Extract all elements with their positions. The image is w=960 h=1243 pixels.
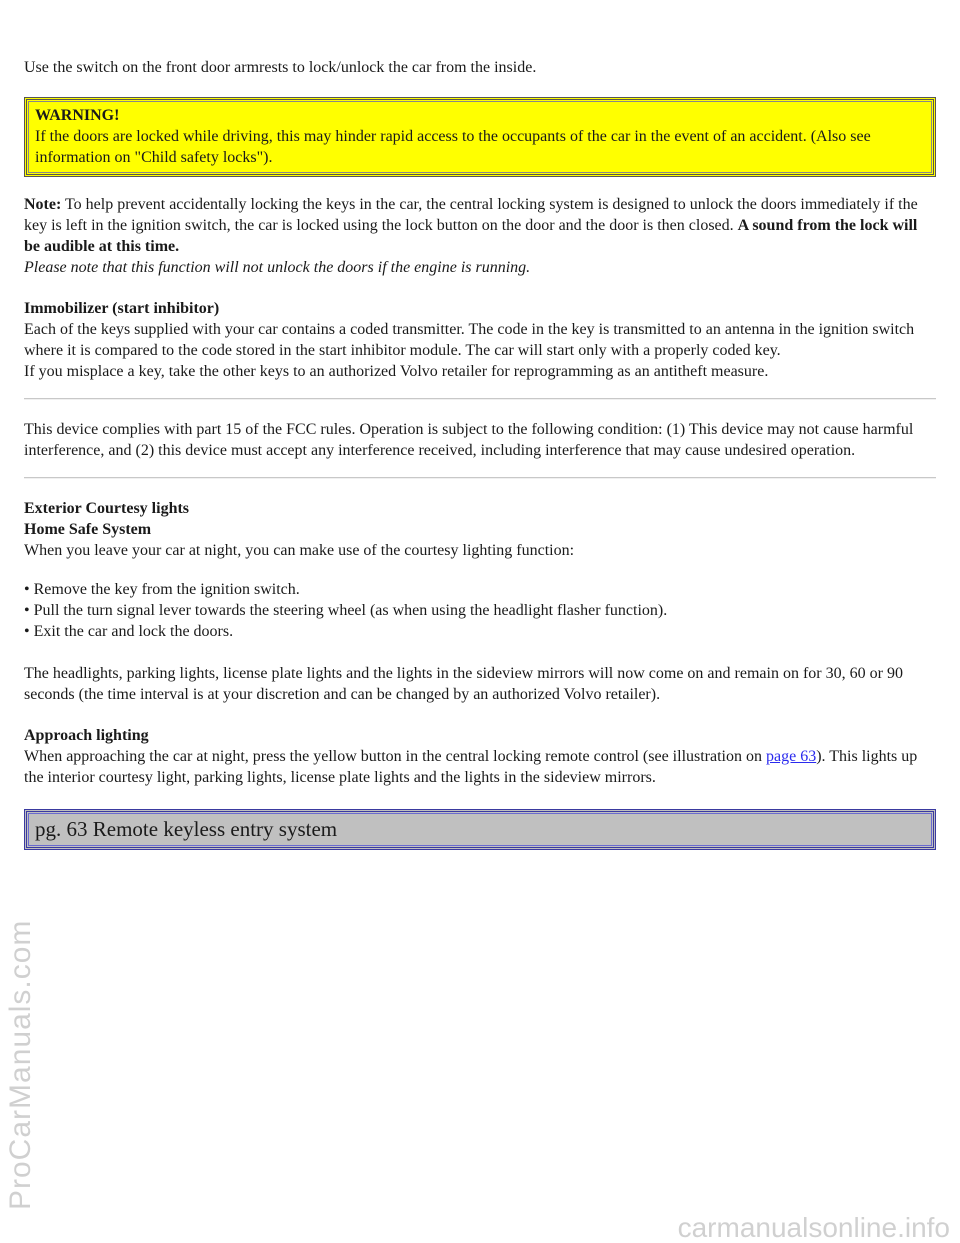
immobilizer-section	[24, 298, 936, 382]
courtesy-result: The headlights, parking lights, license plate lights and the lights in the sideview mirrors will now come on and remain on for 30, 60 or 90 seconds (the time interval is at your discretion and can be changed by an authorized Volvo retailer).	[24, 665, 903, 703]
divider-2	[24, 477, 936, 479]
courtesy-intro: When you leave your car at night, you can make use of the courtesy lighting function:	[24, 542, 575, 559]
courtesy-section	[24, 498, 936, 705]
approach-text-before: When approaching the car at night, press the yellow button in the central locking remote control (see illustration on	[24, 748, 766, 765]
watermark-left-text: ProCarManuals.com	[4, 919, 37, 1210]
note-block	[24, 194, 936, 278]
immobilizer-paragraph-1: Each of the keys supplied with your car contains a coded transmitter. The code in the key is transmitted to an antenna in the ignition switch where it is compared to the code stored in the start inhibitor module. The car will start only with a properly coded key.	[24, 321, 915, 359]
warning-text: If the doors are locked while driving, this may hinder rapid access to the occupants of the car in the event of an accident. (Also see information on "Child safety locks").	[35, 128, 871, 166]
home-safe-heading: Home Safe System	[24, 521, 152, 538]
footer-nav-box[interactable]: pg. 63 Remote keyless entry system	[24, 809, 936, 850]
note-italic-text: Please note that this function will not unlock the doors if the engine is running.	[24, 259, 531, 276]
warning-box	[24, 97, 936, 177]
fcc-paragraph: This device complies with part 15 of the FCC rules. Operation is subject to the following condition: (1) This device may not cause harmful interference, and (2) this device must accept any interference received, including interference that may cause undesired operation.	[24, 421, 914, 459]
note-bold-text: A sound from the lock will be audible at this time.	[24, 217, 918, 255]
intro-paragraph: Use the switch on the front door armrests to lock/unlock the car from the inside.	[24, 59, 537, 76]
immobilizer-paragraph-2: If you misplace a key, take the other keys to an authorized Volvo retailer for reprogramming as an antitheft measure.	[24, 363, 769, 380]
warning-title: WARNING!	[35, 107, 120, 124]
note-label: Note:	[24, 196, 62, 213]
list-item: • Exit the car and lock the doors.	[24, 623, 234, 640]
approach-heading: Approach lighting	[24, 727, 149, 744]
approach-paragraph	[24, 746, 936, 788]
immobilizer-heading: Immobilizer (start inhibitor)	[24, 300, 220, 317]
divider-1	[24, 398, 936, 400]
courtesy-bullet-list	[24, 579, 936, 642]
approach-text-after: ). This lights up the interior courtesy light, parking lights, license plate lights and the lights in the sideview mirrors.	[24, 748, 918, 786]
manual-page	[24, 57, 936, 850]
list-item: • Remove the key from the ignition switch.	[24, 581, 300, 598]
watermark-bottom: carmanualsonline.info	[677, 1212, 950, 1243]
approach-section	[24, 725, 936, 788]
courtesy-heading: Exterior Courtesy lights	[24, 500, 190, 517]
note-text: To help prevent accidentally locking the keys in the car, the central locking system is designed to unlock the doors immediately if the key is left in the ignition switch, the car is locked using the lock button on the door and the door is then closed.	[24, 196, 918, 234]
page-63-link[interactable]: page 63	[766, 748, 817, 765]
list-item: • Pull the turn signal lever towards the steering wheel (as when using the headlight flasher function).	[24, 602, 668, 619]
